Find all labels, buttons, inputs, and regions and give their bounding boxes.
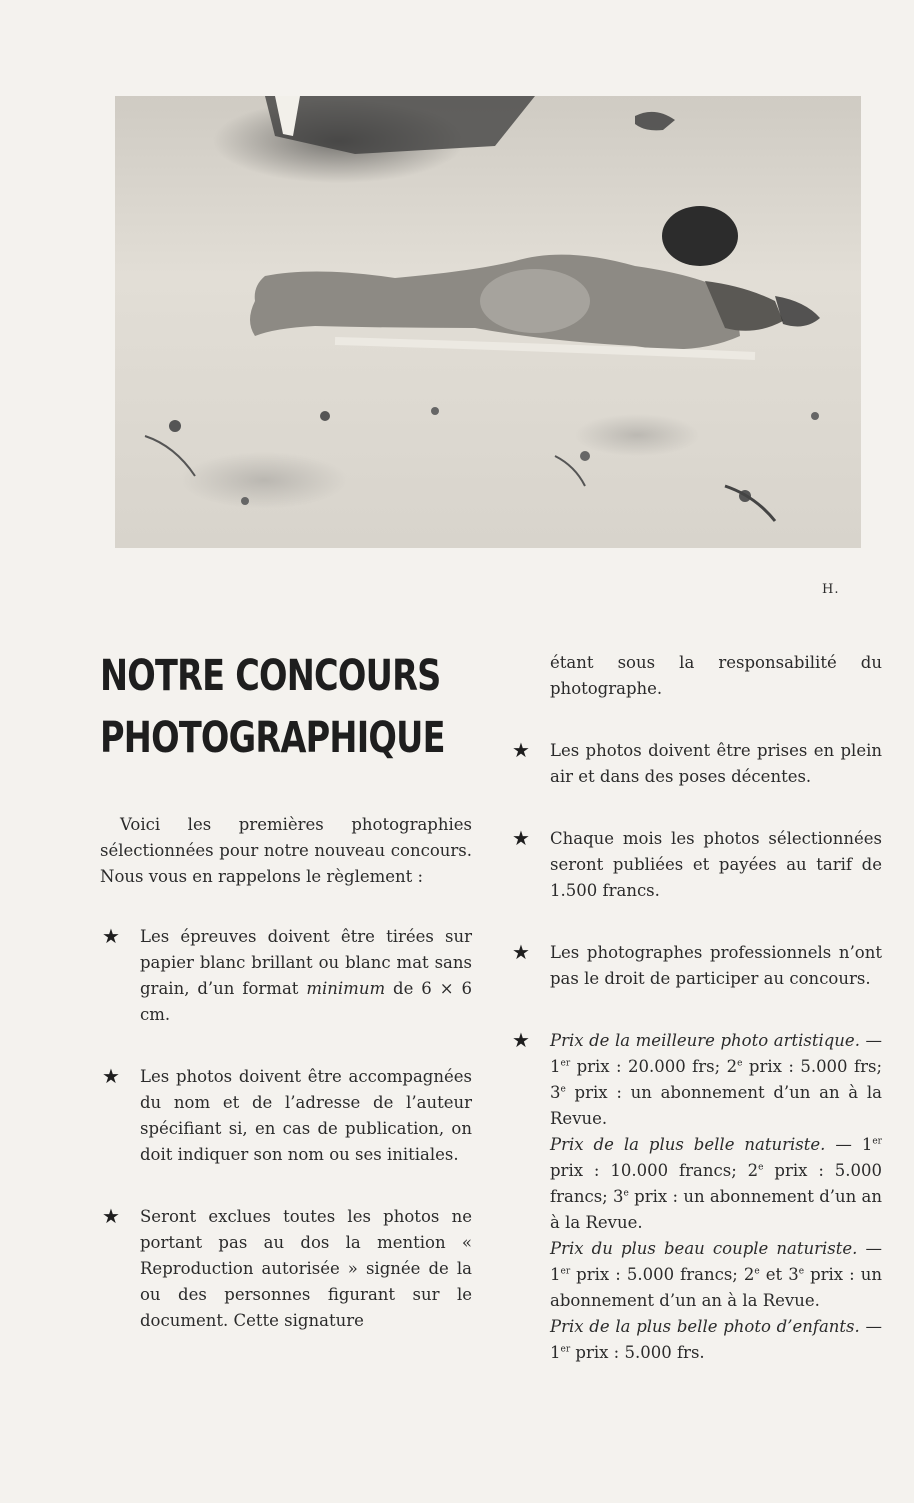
rule-text: Les photographes professionnels n’ont pas le droit de participer au concours. xyxy=(550,943,882,988)
prize-text: prix : 5.000 francs; 3 xyxy=(550,1161,883,1206)
rule-text: Chaque mois les photos sélectionnées seront publiées et payées au tarif de 1.500 francs. xyxy=(550,829,882,900)
rule-item xyxy=(100,924,472,1028)
prize-text: prix : un abonnement d’un an à la Revue. xyxy=(550,1265,882,1310)
rule-text-pre: Les épreuves doivent être tirées sur papier blanc brillant ou blanc mat sans grain, d’un format xyxy=(140,927,472,998)
star-icon: ★ xyxy=(512,826,530,850)
rule-item xyxy=(100,1204,472,1334)
rule-continuation: étant sous la responsabilité du photographe. xyxy=(550,653,882,698)
prize-text: prix : 10.000 francs; 2 xyxy=(550,1161,759,1180)
article-title xyxy=(100,645,445,769)
star-icon: ★ xyxy=(512,940,530,964)
star-icon: ★ xyxy=(102,1064,120,1088)
ordinal-sup: er xyxy=(560,1266,571,1277)
rule-text: Seront exclues toutes les photos ne portant pas au dos la mention « Reproduction autorisée » signée de la ou des personnes figurant sur le document. Cette signature xyxy=(140,1207,472,1330)
star-icon: ★ xyxy=(512,1028,530,1052)
prize-text: prix : un abonnement d’un an à la Revue. xyxy=(550,1187,883,1232)
ordinal-sup: e xyxy=(754,1266,760,1277)
prize-text: prix : un abonnement d’un an à la Revue. xyxy=(550,1083,882,1128)
rule-item xyxy=(510,940,882,992)
ordinal-sup: er xyxy=(560,1344,571,1355)
ordinal-sup: e xyxy=(560,1084,566,1095)
prize-text: — 1 xyxy=(550,1239,883,1284)
rule-item xyxy=(100,1064,472,1168)
title-line-1: NOTRE CONCOURS xyxy=(100,651,441,701)
ordinal-sup: e xyxy=(737,1058,743,1069)
prize-text: — 1 xyxy=(550,1317,882,1362)
photo-credit: H. xyxy=(822,582,840,597)
left-column xyxy=(100,812,472,1370)
prizes-item xyxy=(510,1028,882,1366)
star-icon: ★ xyxy=(102,924,120,948)
ordinal-sup: er xyxy=(872,1136,882,1147)
beach-photograph xyxy=(115,96,861,548)
rule-text-post: de 6 × 6 cm. xyxy=(140,979,472,1024)
prize-text: prix : 20.000 frs; 2 xyxy=(570,1057,738,1076)
prize-title: Prix de la plus belle naturiste. xyxy=(550,1135,826,1154)
ordinal-sup: e xyxy=(623,1188,629,1199)
prize-title: Prix du plus beau couple naturiste. xyxy=(550,1239,858,1258)
ordinal-sup: e xyxy=(758,1162,764,1173)
prize-text: — 1 xyxy=(825,1135,873,1154)
rule-text: Les photos doivent être accompagnées du nom et de l’adresse de l’auteur spécifiant si, en cas de publication, on doit indiquer son nom ou ses initiales. xyxy=(140,1067,472,1164)
rule-text: Les photos doivent être prises en plein air et dans des poses décentes. xyxy=(550,741,882,786)
ordinal-sup: er xyxy=(560,1058,571,1069)
prize-text: prix : 5.000 frs; 3 xyxy=(550,1057,883,1102)
prize-text: prix : 5.000 frs. xyxy=(570,1343,705,1362)
prize-text: et 3 xyxy=(759,1265,799,1284)
prize-text: — 1 xyxy=(550,1031,883,1076)
prize-text: prix : 5.000 francs; 2 xyxy=(570,1265,755,1284)
prize-title: Prix de la meilleure photo artistique. xyxy=(550,1031,860,1050)
right-column xyxy=(510,650,882,1402)
ordinal-sup: e xyxy=(798,1266,805,1277)
intro-paragraph: Voici les premières photographies sélectionnées pour notre nouveau concours. Nous vous en rappelons le règlement : xyxy=(100,815,472,886)
star-icon: ★ xyxy=(512,738,530,762)
prize-title: Prix de la plus belle photo d’enfants. xyxy=(550,1317,860,1336)
photo-illustration xyxy=(115,96,861,548)
rule-item xyxy=(510,826,882,904)
rule-text-emphasis: minimum xyxy=(306,979,386,998)
star-icon: ★ xyxy=(102,1204,120,1228)
rule-item xyxy=(510,738,882,790)
title-line-2: PHOTOGRAPHIQUE xyxy=(100,713,445,763)
